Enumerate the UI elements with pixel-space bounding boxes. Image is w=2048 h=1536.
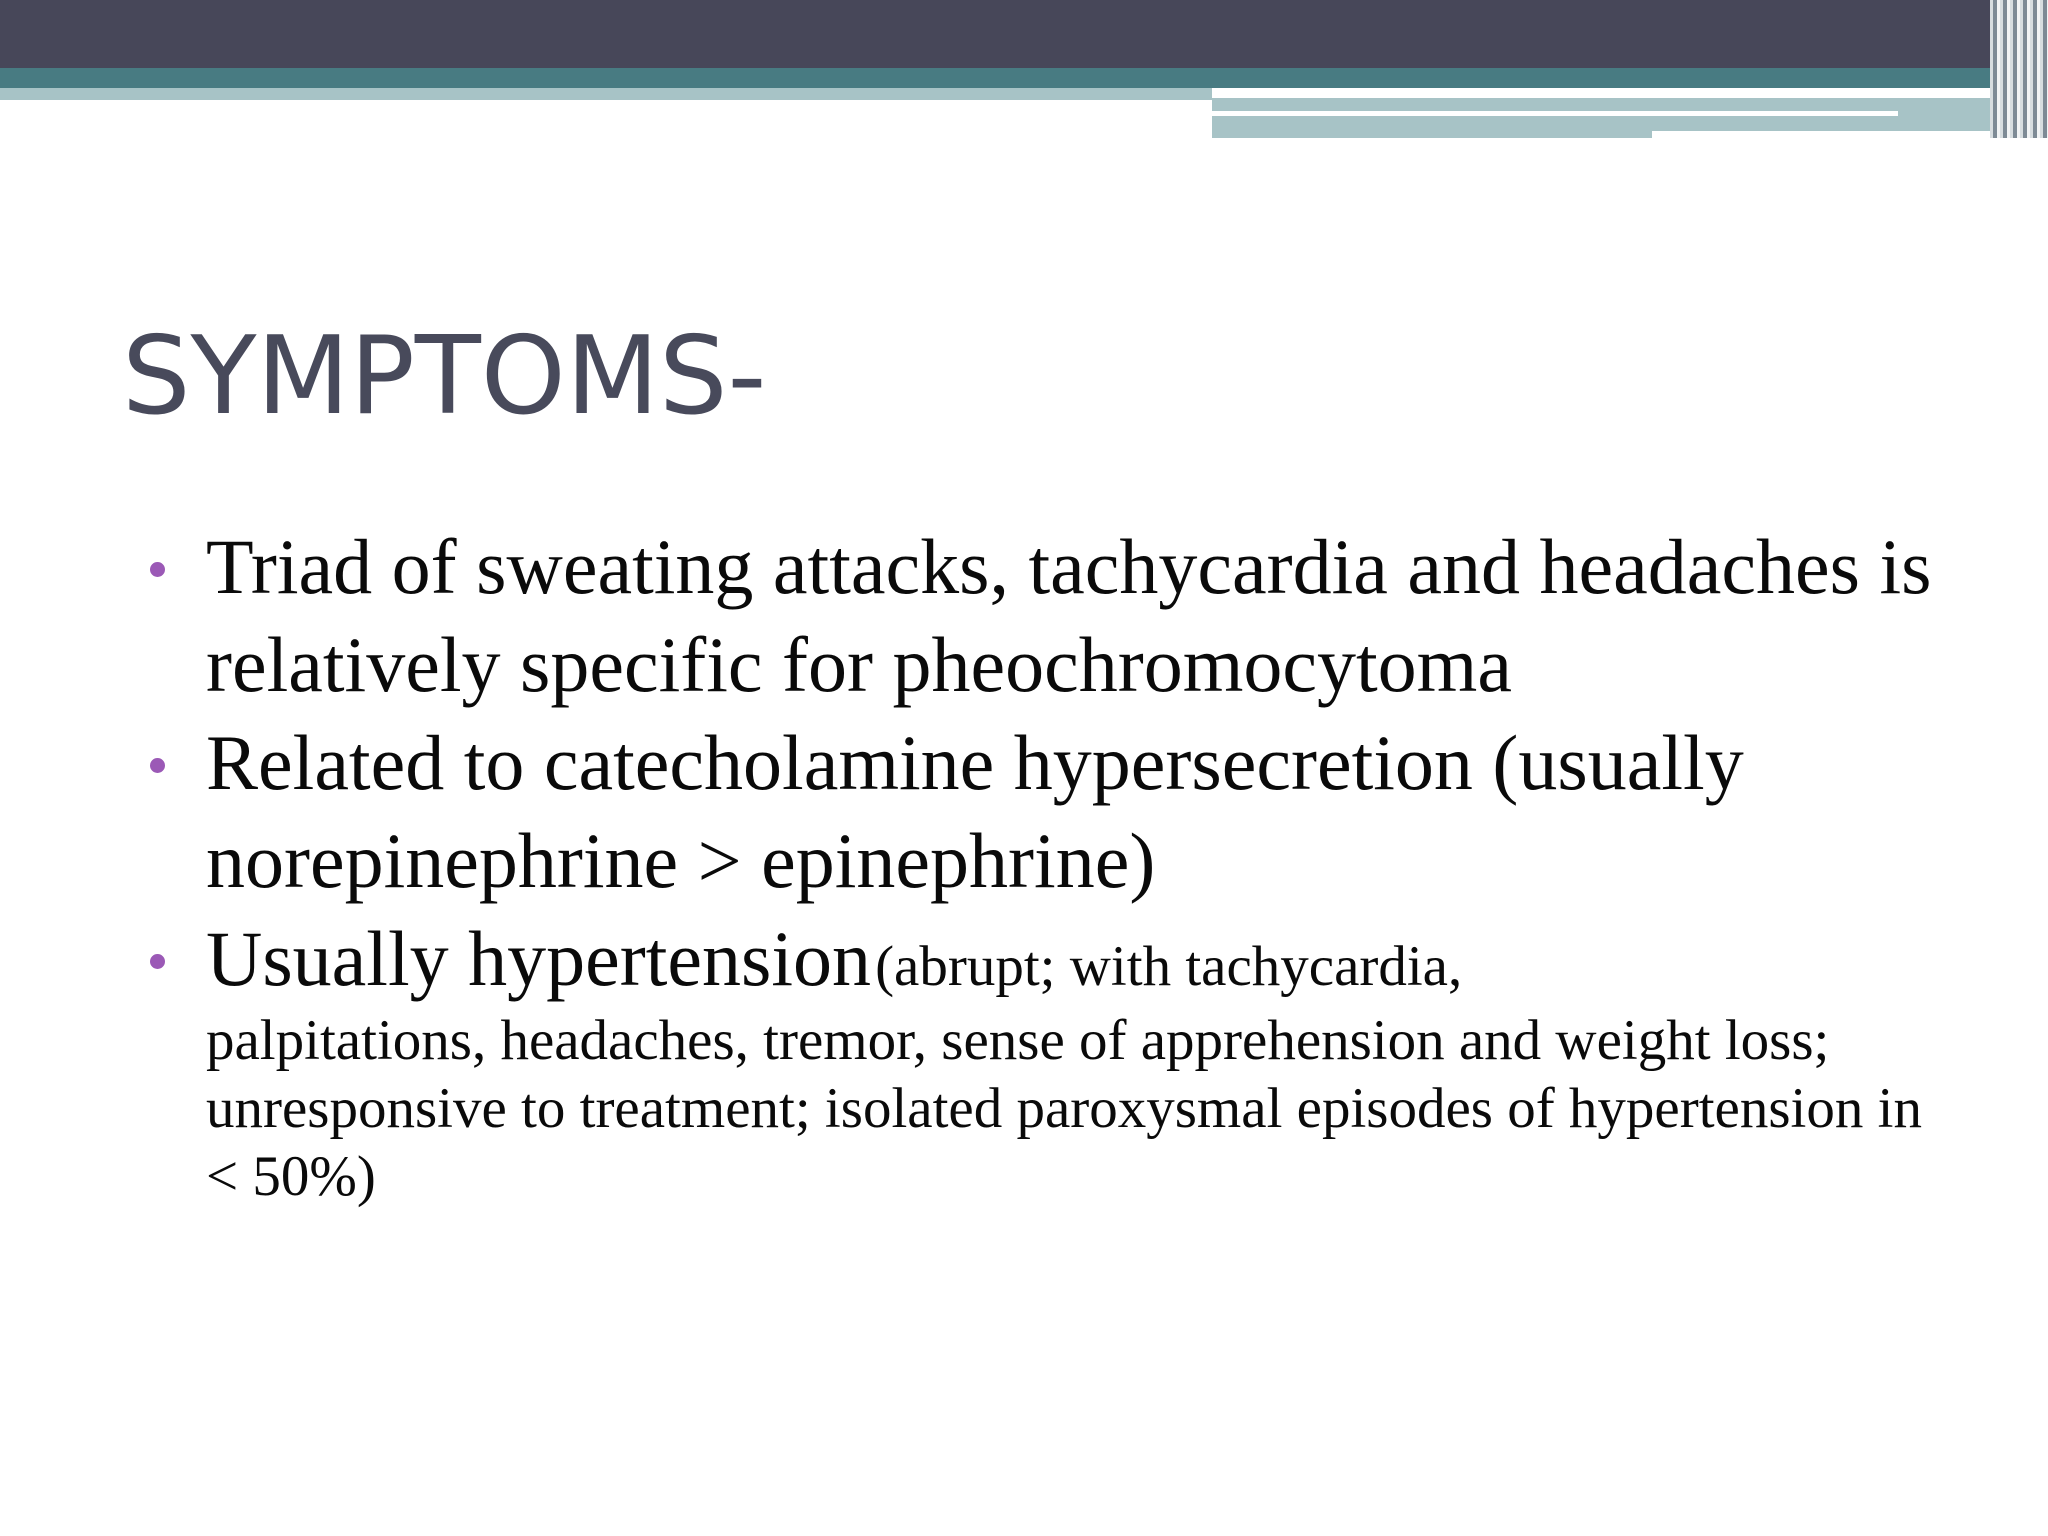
bullet-text-small-rest: palpitations, headaches, tremor, sense of apprehension and weight loss; unresponsive to treatment; isolated paroxysmal episodes of hypertension in < 50%) bbox=[206, 1009, 1922, 1208]
bullet-dot-icon bbox=[150, 758, 165, 773]
bullet-text: Triad of sweating attacks, tachycardia and headaches is relatively specific for pheochromocytoma bbox=[206, 523, 1932, 708]
bullet-dot-icon bbox=[150, 954, 165, 969]
bullet-list bbox=[146, 518, 1956, 1211]
header-light-stripe-left bbox=[0, 88, 1212, 100]
bullet-dot-icon bbox=[150, 562, 165, 577]
bullet-item bbox=[146, 518, 1956, 714]
page-title: SYMPTOMS- bbox=[122, 314, 767, 439]
header-vertical-lines bbox=[1990, 0, 2048, 138]
header-band bbox=[0, 0, 2048, 68]
header-white-line bbox=[1212, 111, 1898, 116]
header-white-notch bbox=[1652, 131, 2048, 139]
bullet-text-large: Usually hypertension bbox=[206, 915, 872, 1002]
bullet-text-small-inline: (abrupt; with tachycardia, bbox=[875, 935, 1463, 998]
header-teal-stripe bbox=[0, 68, 2048, 88]
bullet-item bbox=[146, 714, 1956, 910]
bullet-text: Related to catecholamine hypersecretion (usually norepinephrine > epinephrine) bbox=[206, 719, 1744, 904]
bullet-item bbox=[146, 910, 1956, 1211]
